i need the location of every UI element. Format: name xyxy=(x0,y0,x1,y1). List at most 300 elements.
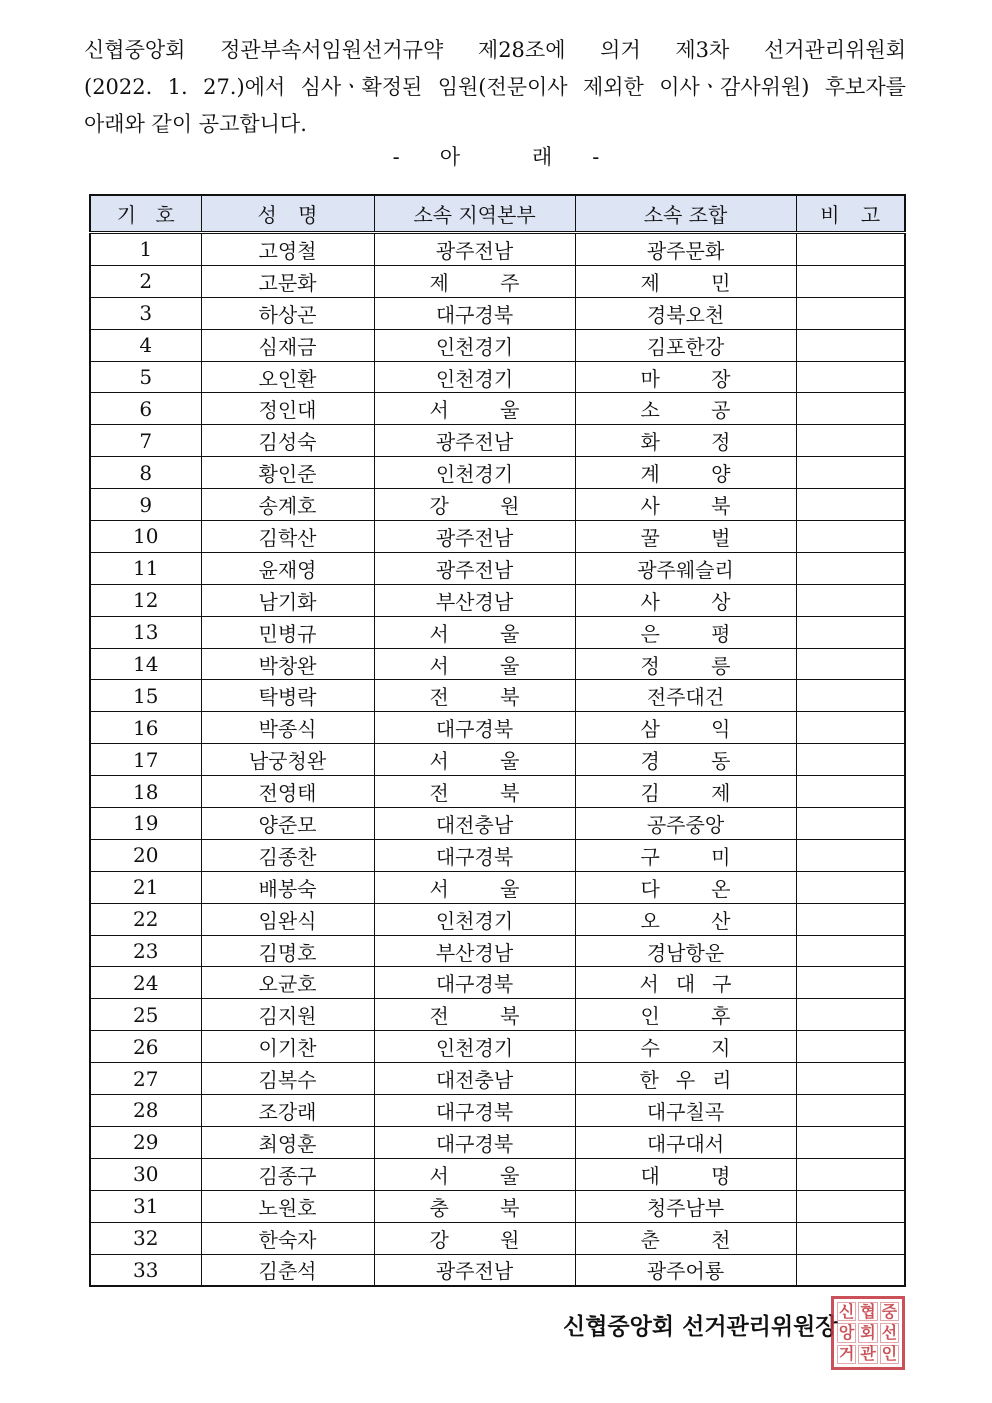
table-row xyxy=(90,393,905,425)
cell-region xyxy=(374,1222,575,1254)
cell-text: 명 xyxy=(711,1163,731,1188)
intro-paragraph xyxy=(84,32,906,143)
cell-name: 임완식 xyxy=(201,903,374,935)
cell-number: 28 xyxy=(90,1095,201,1127)
cell-text: 울 xyxy=(500,653,520,678)
cell-name: 한숙자 xyxy=(201,1222,374,1254)
intro-word: 의거 xyxy=(600,38,641,62)
cell-remarks xyxy=(796,233,905,266)
cell-region xyxy=(374,616,575,648)
cell-region xyxy=(374,265,575,297)
cell-region: 대구경북 xyxy=(374,712,575,744)
cell-text: 소 xyxy=(640,398,660,423)
cell-text: 서 xyxy=(639,972,659,997)
cell-union xyxy=(575,393,796,425)
intro-word: 심사ㆍ확정된 xyxy=(300,75,423,99)
cell-union xyxy=(575,1063,796,1095)
cell-text: 사 xyxy=(640,494,660,519)
seal-glyph: 인 xyxy=(881,1344,898,1364)
table-row xyxy=(90,1190,905,1222)
cell-union: 경남항운 xyxy=(575,935,796,967)
table-row xyxy=(90,361,905,393)
cell-remarks xyxy=(796,1031,905,1063)
cell-region: 대구경북 xyxy=(374,297,575,329)
cell-text: 서 xyxy=(429,1163,449,1188)
cell-region xyxy=(374,648,575,680)
table-row xyxy=(90,552,905,584)
signature-title: 신협중앙회 선거관리위원장 xyxy=(563,1313,838,1340)
cell-text: 명 xyxy=(298,203,318,227)
cell-union: 대구칠곡 xyxy=(575,1095,796,1127)
cell-union xyxy=(575,999,796,1031)
cell-remarks xyxy=(796,1063,905,1095)
cell-text: 전 xyxy=(429,781,449,806)
cell-union xyxy=(575,489,796,521)
cell-name: 양준모 xyxy=(201,808,374,840)
cell-union xyxy=(575,776,796,808)
cell-union xyxy=(575,839,796,871)
cell-region xyxy=(374,393,575,425)
cell-union xyxy=(575,967,796,999)
cell-text: 김 xyxy=(640,781,660,806)
cell-text: 은 xyxy=(640,621,660,646)
cell-name: 황인준 xyxy=(201,457,374,489)
cell-text: 대 xyxy=(640,1163,660,1188)
cell-text: 천 xyxy=(711,1227,731,1252)
table-row xyxy=(90,425,905,457)
cell-name: 남궁청완 xyxy=(201,744,374,776)
cell-name: 박창완 xyxy=(201,648,374,680)
candidate-table xyxy=(89,194,906,1287)
cell-name: 오인환 xyxy=(201,361,374,393)
table-row xyxy=(90,680,905,712)
cell-text: 꿀 xyxy=(640,525,660,550)
intro-word: 신협중앙회 xyxy=(84,38,186,62)
cell-number: 2 xyxy=(90,265,201,297)
cell-number: 15 xyxy=(90,680,201,712)
table-row xyxy=(90,839,905,871)
cell-union xyxy=(575,265,796,297)
cell-remarks xyxy=(796,1222,905,1254)
table-row xyxy=(90,871,905,903)
cell-union: 광주어룡 xyxy=(575,1254,796,1286)
cell-remarks xyxy=(796,744,905,776)
intro-word: 정관부속서임원선거규약 xyxy=(220,38,444,62)
cell-text: 정 xyxy=(640,653,660,678)
cell-name: 노원호 xyxy=(201,1190,374,1222)
cell-name: 최영훈 xyxy=(201,1126,374,1158)
cell-number: 14 xyxy=(90,648,201,680)
cell-region: 인천경기 xyxy=(374,1031,575,1063)
cell-region: 대구경북 xyxy=(374,1126,575,1158)
cell-text: 산 xyxy=(711,908,731,933)
cell-name: 김명호 xyxy=(201,935,374,967)
table-row xyxy=(90,744,905,776)
heading-char: 래 xyxy=(532,145,553,169)
cell-union xyxy=(575,361,796,393)
cell-text: 강 xyxy=(429,1227,449,1252)
cell-remarks xyxy=(796,1158,905,1190)
cell-text: 화 xyxy=(640,430,660,455)
header-name xyxy=(201,195,374,233)
cell-text: 주 xyxy=(500,270,520,295)
cell-text: 충 xyxy=(429,1195,449,1220)
table-row xyxy=(90,521,905,553)
cell-union: 대구대서 xyxy=(575,1126,796,1158)
cell-name: 오균호 xyxy=(201,967,374,999)
cell-region: 인천경기 xyxy=(374,457,575,489)
cell-text: 사 xyxy=(640,589,660,614)
cell-remarks xyxy=(796,1190,905,1222)
table-row xyxy=(90,1222,905,1254)
cell-union: 광주문화 xyxy=(575,233,796,266)
cell-text: 비 xyxy=(820,203,840,227)
cell-text: 구 xyxy=(712,972,732,997)
table-row xyxy=(90,297,905,329)
cell-region xyxy=(374,999,575,1031)
cell-remarks xyxy=(796,776,905,808)
cell-remarks xyxy=(796,1095,905,1127)
cell-name: 김지원 xyxy=(201,999,374,1031)
intro-line-3: 아래와 같이 공고합니다. xyxy=(84,112,307,136)
seal-glyph: 관 xyxy=(860,1344,876,1364)
cell-text: 북 xyxy=(711,494,731,519)
cell-text: 계 xyxy=(640,462,660,487)
cell-union xyxy=(575,1222,796,1254)
cell-remarks xyxy=(796,1126,905,1158)
cell-number: 31 xyxy=(90,1190,201,1222)
seal-glyph: 앙 xyxy=(838,1322,855,1342)
cell-region xyxy=(374,489,575,521)
cell-text: 수 xyxy=(640,1036,660,1061)
cell-text: 리 xyxy=(712,1068,732,1093)
cell-union: 전주대건 xyxy=(575,680,796,712)
cell-text: 인 xyxy=(640,1004,660,1029)
table-row xyxy=(90,712,905,744)
cell-union xyxy=(575,584,796,616)
cell-text: 북 xyxy=(500,1195,520,1220)
cell-text: 기 xyxy=(116,203,137,227)
cell-text: 우 xyxy=(675,1068,696,1093)
cell-number: 7 xyxy=(90,425,201,457)
cell-region: 대구경북 xyxy=(374,839,575,871)
cell-name: 김복수 xyxy=(201,1063,374,1095)
cell-number: 9 xyxy=(90,489,201,521)
table-row xyxy=(90,1095,905,1127)
cell-number: 22 xyxy=(90,903,201,935)
cell-remarks xyxy=(796,521,905,553)
cell-number: 1 xyxy=(90,233,201,266)
cell-text: 전 xyxy=(429,685,449,710)
cell-union xyxy=(575,457,796,489)
section-heading xyxy=(0,142,992,172)
cell-region: 대전충남 xyxy=(374,808,575,840)
cell-text: 제 xyxy=(640,270,660,295)
cell-name: 정인대 xyxy=(201,393,374,425)
cell-name: 고영철 xyxy=(201,233,374,266)
intro-word: 1. xyxy=(167,75,188,99)
cell-name: 심재금 xyxy=(201,329,374,361)
table-row xyxy=(90,648,905,680)
cell-region: 부산경남 xyxy=(374,584,575,616)
cell-remarks xyxy=(796,648,905,680)
cell-region xyxy=(374,744,575,776)
cell-name: 하상곤 xyxy=(201,297,374,329)
table-row xyxy=(90,457,905,489)
cell-number: 6 xyxy=(90,393,201,425)
cell-region xyxy=(374,680,575,712)
cell-union xyxy=(575,871,796,903)
cell-union xyxy=(575,1158,796,1190)
cell-union: 광주웨슬리 xyxy=(575,552,796,584)
table-row xyxy=(90,1063,905,1095)
cell-remarks xyxy=(796,839,905,871)
cell-union xyxy=(575,425,796,457)
cell-name: 이기찬 xyxy=(201,1031,374,1063)
table-row xyxy=(90,233,905,266)
cell-text: 평 xyxy=(711,621,731,646)
cell-union xyxy=(575,744,796,776)
intro-word: 27.)에서 xyxy=(203,75,286,99)
cell-region xyxy=(374,776,575,808)
table-row xyxy=(90,584,905,616)
cell-remarks xyxy=(796,999,905,1031)
table-row xyxy=(90,808,905,840)
cell-text: 후 xyxy=(711,1004,731,1029)
cell-number: 24 xyxy=(90,967,201,999)
cell-remarks xyxy=(796,297,905,329)
cell-text: 다 xyxy=(640,876,660,901)
cell-remarks xyxy=(796,871,905,903)
intro-word: 제28조에 xyxy=(477,38,566,62)
cell-remarks xyxy=(796,903,905,935)
cell-name: 김성숙 xyxy=(201,425,374,457)
cell-number: 8 xyxy=(90,457,201,489)
cell-region: 대전충남 xyxy=(374,1063,575,1095)
header-remarks xyxy=(796,195,905,233)
cell-text: 장 xyxy=(711,366,731,391)
table-row xyxy=(90,489,905,521)
intro-word: 후보자를 xyxy=(824,75,906,99)
cell-remarks xyxy=(796,265,905,297)
table-row xyxy=(90,616,905,648)
seal-glyph: 거 xyxy=(838,1344,855,1364)
cell-number: 27 xyxy=(90,1063,201,1095)
cell-number: 11 xyxy=(90,552,201,584)
seal-glyph: 회 xyxy=(860,1322,876,1342)
table-row xyxy=(90,1254,905,1286)
cell-text: 춘 xyxy=(640,1227,660,1252)
seal-glyph: 중 xyxy=(881,1301,898,1321)
cell-text: 울 xyxy=(500,749,520,774)
cell-number: 18 xyxy=(90,776,201,808)
table-body xyxy=(90,233,905,1287)
cell-name: 조강래 xyxy=(201,1095,374,1127)
cell-union xyxy=(575,648,796,680)
cell-text: 원 xyxy=(500,1227,520,1252)
cell-number: 30 xyxy=(90,1158,201,1190)
table-row xyxy=(90,903,905,935)
cell-text: 북 xyxy=(500,685,520,710)
cell-number: 20 xyxy=(90,839,201,871)
cell-text: 북 xyxy=(500,781,520,806)
cell-text: 양 xyxy=(711,462,731,487)
cell-text: 고 xyxy=(860,203,881,227)
cell-text: 지 xyxy=(711,1036,731,1061)
cell-number: 17 xyxy=(90,744,201,776)
intro-line-1 xyxy=(84,32,906,69)
cell-union xyxy=(575,712,796,744)
cell-union: 공주중앙 xyxy=(575,808,796,840)
cell-text: 오 xyxy=(640,908,660,933)
cell-remarks xyxy=(796,361,905,393)
cell-region xyxy=(374,1158,575,1190)
cell-number: 33 xyxy=(90,1254,201,1286)
cell-text: 릉 xyxy=(711,653,731,678)
cell-number: 29 xyxy=(90,1126,201,1158)
cell-remarks xyxy=(796,552,905,584)
cell-number: 10 xyxy=(90,521,201,553)
cell-region: 광주전남 xyxy=(374,521,575,553)
cell-text: 서 xyxy=(429,621,449,646)
cell-text: 상 xyxy=(711,589,731,614)
cell-remarks xyxy=(796,712,905,744)
cell-region: 대구경북 xyxy=(374,1095,575,1127)
cell-text: 온 xyxy=(711,876,731,901)
cell-name: 탁병락 xyxy=(201,680,374,712)
cell-union: 김포한강 xyxy=(575,329,796,361)
cell-text: 제 xyxy=(711,781,731,806)
cell-remarks xyxy=(796,489,905,521)
cell-number: 3 xyxy=(90,297,201,329)
cell-text: 울 xyxy=(500,398,520,423)
cell-name: 김종찬 xyxy=(201,839,374,871)
cell-remarks xyxy=(796,1254,905,1286)
cell-text: 강 xyxy=(429,494,449,519)
cell-number: 23 xyxy=(90,935,201,967)
cell-text: 구 xyxy=(640,844,660,869)
cell-remarks xyxy=(796,808,905,840)
table-row xyxy=(90,1126,905,1158)
cell-region: 인천경기 xyxy=(374,361,575,393)
cell-region xyxy=(374,1190,575,1222)
cell-name: 김학산 xyxy=(201,521,374,553)
cell-text: 서 xyxy=(429,653,449,678)
cell-name: 윤재영 xyxy=(201,552,374,584)
table-row xyxy=(90,265,905,297)
cell-number: 19 xyxy=(90,808,201,840)
cell-region: 광주전남 xyxy=(374,425,575,457)
intro-word: 제3차 xyxy=(675,38,730,62)
table-header-row xyxy=(90,195,905,233)
cell-union: 청주남부 xyxy=(575,1190,796,1222)
cell-region: 광주전남 xyxy=(374,552,575,584)
cell-name: 김춘석 xyxy=(201,1254,374,1286)
table-row xyxy=(90,999,905,1031)
cell-text: 서 xyxy=(429,398,449,423)
cell-text: 벌 xyxy=(711,525,731,550)
cell-text: 대 xyxy=(675,972,696,997)
cell-remarks xyxy=(796,393,905,425)
cell-number: 5 xyxy=(90,361,201,393)
cell-remarks xyxy=(796,680,905,712)
cell-number: 25 xyxy=(90,999,201,1031)
cell-text: 울 xyxy=(500,621,520,646)
table-row xyxy=(90,1158,905,1190)
cell-union: 경북오천 xyxy=(575,297,796,329)
cell-region: 광주전남 xyxy=(374,1254,575,1286)
cell-text: 북 xyxy=(500,1004,520,1029)
cell-text: 미 xyxy=(711,844,731,869)
cell-name: 배봉숙 xyxy=(201,871,374,903)
cell-number: 12 xyxy=(90,584,201,616)
cell-text: 공 xyxy=(711,398,731,423)
cell-text: 성 xyxy=(257,203,277,227)
cell-text: 정 xyxy=(711,430,731,455)
table-row xyxy=(90,776,905,808)
cell-region: 대구경북 xyxy=(374,967,575,999)
cell-text: 서 xyxy=(429,876,449,901)
cell-number: 13 xyxy=(90,616,201,648)
table-row xyxy=(90,967,905,999)
cell-number: 32 xyxy=(90,1222,201,1254)
heading-char: 아 xyxy=(439,145,460,169)
cell-text: 전 xyxy=(429,1004,449,1029)
heading-char: - xyxy=(592,145,600,169)
cell-text: 한 xyxy=(639,1068,659,1093)
intro-word: 제외한 xyxy=(582,75,644,99)
cell-number: 16 xyxy=(90,712,201,744)
table-row xyxy=(90,935,905,967)
cell-text: 익 xyxy=(711,717,731,742)
seal-glyph: 신 xyxy=(838,1301,855,1321)
cell-text: 마 xyxy=(640,366,660,391)
cell-name: 고문화 xyxy=(201,265,374,297)
cell-union xyxy=(575,616,796,648)
cell-text: 원 xyxy=(500,494,520,519)
cell-text: 울 xyxy=(500,1163,520,1188)
cell-text: 경 xyxy=(640,749,660,774)
seal-glyph: 협 xyxy=(860,1301,876,1321)
cell-union xyxy=(575,1031,796,1063)
intro-word: (2022. xyxy=(84,75,153,99)
cell-remarks xyxy=(796,584,905,616)
cell-region: 인천경기 xyxy=(374,329,575,361)
intro-word: 임원(전문이사 xyxy=(437,75,568,99)
table-row xyxy=(90,1031,905,1063)
cell-text: 서 xyxy=(429,749,449,774)
header-region: 소속 지역본부 xyxy=(374,195,575,233)
cell-text: 삼 xyxy=(640,717,660,742)
cell-region: 광주전남 xyxy=(374,233,575,266)
cell-remarks xyxy=(796,935,905,967)
seal-glyph: 선 xyxy=(881,1322,898,1342)
cell-union xyxy=(575,903,796,935)
cell-text: 동 xyxy=(711,749,731,774)
cell-name: 김종구 xyxy=(201,1158,374,1190)
cell-region: 부산경남 xyxy=(374,935,575,967)
cell-name: 남기화 xyxy=(201,584,374,616)
cell-remarks xyxy=(796,425,905,457)
cell-region: 인천경기 xyxy=(374,903,575,935)
cell-number: 4 xyxy=(90,329,201,361)
cell-text: 울 xyxy=(500,876,520,901)
intro-word: 이사ㆍ감사위원) xyxy=(659,75,810,99)
header-union: 소속 조합 xyxy=(575,195,796,233)
cell-name: 민병규 xyxy=(201,616,374,648)
cell-number: 21 xyxy=(90,871,201,903)
cell-remarks xyxy=(796,457,905,489)
